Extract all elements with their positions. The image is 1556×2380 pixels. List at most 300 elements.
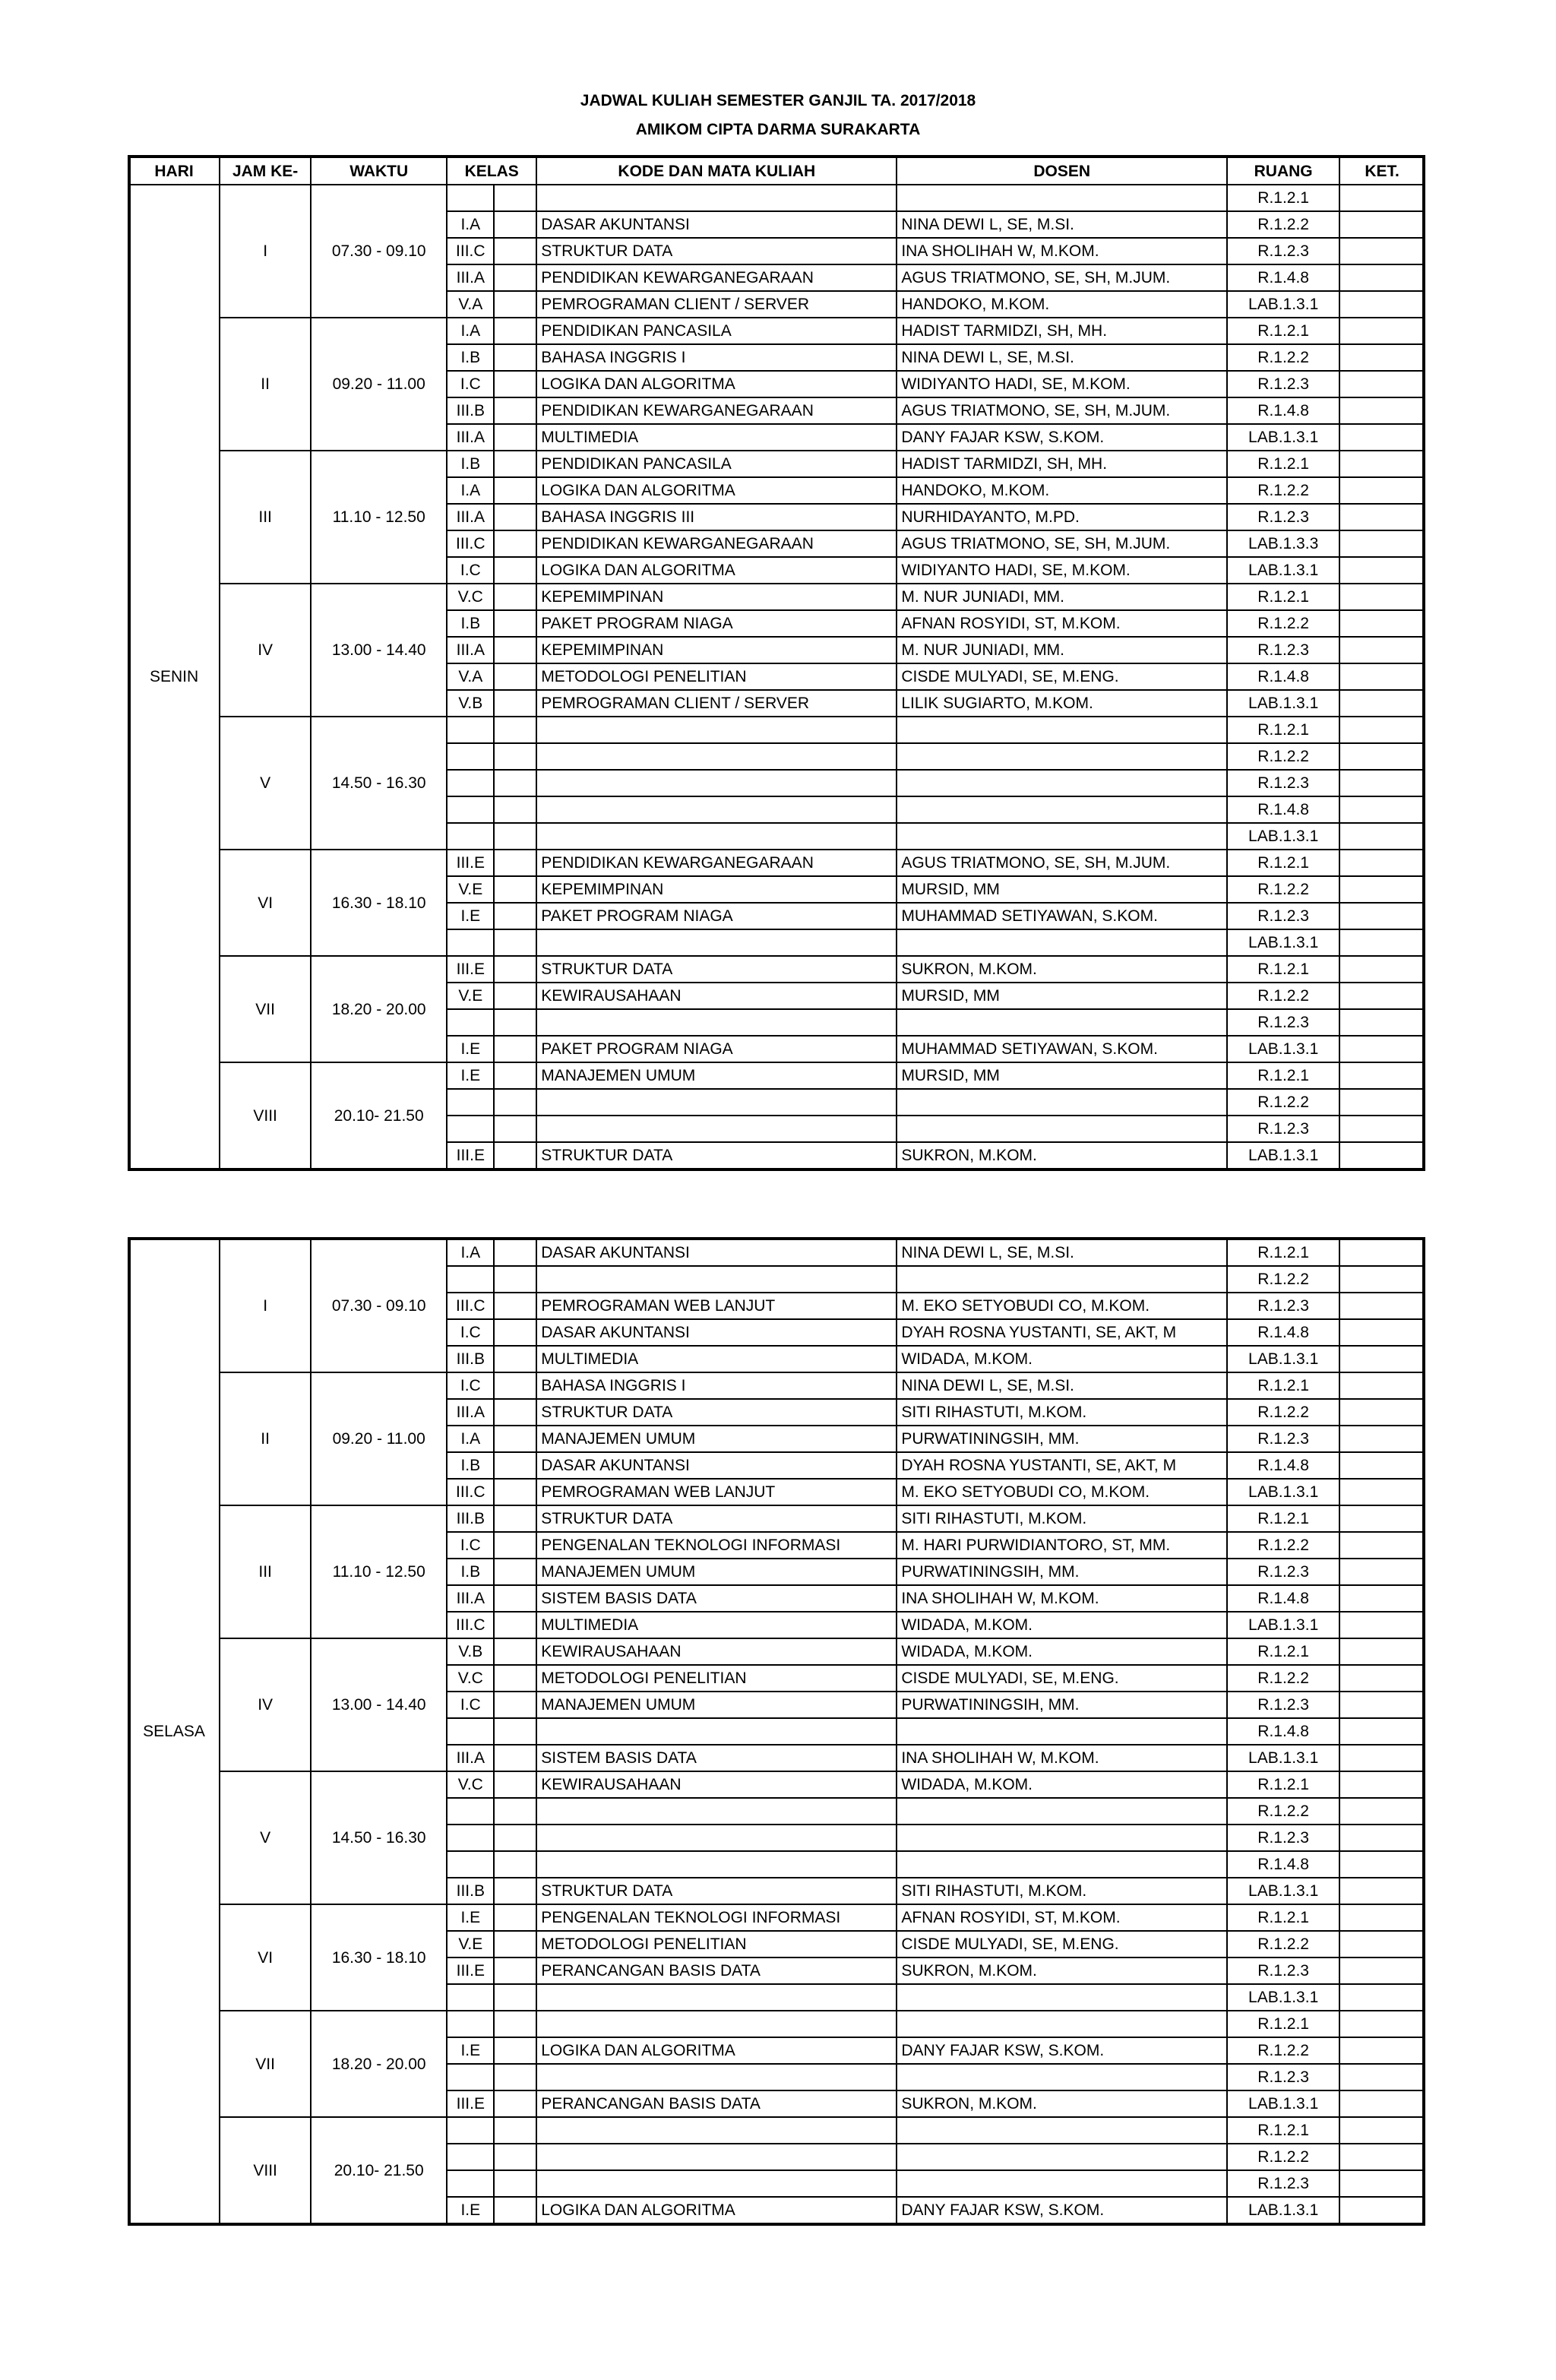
- matkul-cell: [536, 2170, 897, 2197]
- table-row: [128, 2117, 1425, 2144]
- kelas-spacer-cell: [494, 2170, 536, 2197]
- kelas-spacer-cell: [494, 717, 536, 743]
- dosen-cell: WIDADA, M.KOM.: [897, 1771, 1227, 1798]
- kelas-cell: I.E: [447, 1036, 494, 1062]
- dosen-cell: [897, 2011, 1227, 2037]
- kelas-spacer-cell: [494, 743, 536, 770]
- matkul-cell: LOGIKA DAN ALGORITMA: [536, 477, 897, 504]
- dosen-cell: [897, 1009, 1227, 1036]
- ruang-cell: LAB.1.3.1: [1227, 1878, 1339, 1904]
- dosen-cell: LILIK SUGIARTO, M.KOM.: [897, 690, 1227, 717]
- matkul-cell: STRUKTUR DATA: [536, 1399, 897, 1426]
- ruang-cell: LAB.1.3.1: [1227, 557, 1339, 584]
- kelas-spacer-cell: [494, 1266, 536, 1293]
- dosen-cell: [897, 1116, 1227, 1142]
- dosen-cell: SITI RIHASTUTI, M.KOM.: [897, 1878, 1227, 1904]
- matkul-cell: STRUKTUR DATA: [536, 956, 897, 983]
- dosen-cell: DYAH ROSNA YUSTANTI, SE, AKT, M: [897, 1452, 1227, 1479]
- ket-cell: [1339, 238, 1425, 264]
- kelas-spacer-cell: [494, 185, 536, 211]
- kelas-spacer-cell: [494, 1062, 536, 1089]
- ket-cell: [1339, 1399, 1425, 1426]
- waktu-cell: 14.50 - 16.30: [311, 717, 447, 850]
- ket-cell: [1339, 2090, 1425, 2117]
- document-title: JADWAL KULIAH SEMESTER GANJIL TA. 2017/2018: [580, 92, 976, 109]
- jam-cell: VII: [220, 956, 311, 1062]
- ket-cell: [1339, 1505, 1425, 1532]
- dosen-cell: [897, 1718, 1227, 1745]
- matkul-cell: PEMROGRAMAN WEB LANJUT: [536, 1293, 897, 1319]
- dosen-cell: AGUS TRIATMONO, SE, SH, M.JUM.: [897, 850, 1227, 876]
- ket-cell: [1339, 1346, 1425, 1372]
- jam-cell: VI: [220, 1904, 311, 2011]
- kelas-cell: [447, 1116, 494, 1142]
- matkul-cell: [536, 743, 897, 770]
- waktu-cell: 11.10 - 12.50: [311, 451, 447, 584]
- jam-cell: III: [220, 1505, 311, 1638]
- matkul-cell: PENDIDIKAN KEWARGANEGARAAN: [536, 530, 897, 557]
- ruang-cell: R.1.2.3: [1227, 903, 1339, 929]
- dosen-cell: INA SHOLIHAH W, M.KOM.: [897, 1745, 1227, 1771]
- kelas-cell: V.A: [447, 663, 494, 690]
- kelas-cell: I.B: [447, 1452, 494, 1479]
- ket-cell: [1339, 2197, 1425, 2223]
- dosen-cell: CISDE MULYADI, SE, M.ENG.: [897, 1931, 1227, 1957]
- ruang-cell: LAB.1.3.1: [1227, 929, 1339, 956]
- kelas-cell: III.A: [447, 1399, 494, 1426]
- dosen-cell: CISDE MULYADI, SE, M.ENG.: [897, 663, 1227, 690]
- kelas-cell: V.E: [447, 1931, 494, 1957]
- kelas-spacer-cell: [494, 2090, 536, 2117]
- ruang-cell: R.1.2.1: [1227, 956, 1339, 983]
- kelas-spacer-cell: [494, 371, 536, 397]
- dosen-cell: SITI RIHASTUTI, M.KOM.: [897, 1399, 1227, 1426]
- kelas-spacer-cell: [494, 1479, 536, 1505]
- kelas-spacer-cell: [494, 2037, 536, 2064]
- ruang-cell: R.1.2.2: [1227, 743, 1339, 770]
- matkul-cell: PENDIDIKAN KEWARGANEGARAAN: [536, 264, 897, 291]
- ruang-cell: R.1.2.1: [1227, 1904, 1339, 1931]
- jam-cell: II: [220, 318, 311, 451]
- dosen-cell: MURSID, MM: [897, 1062, 1227, 1089]
- ket-cell: [1339, 211, 1425, 238]
- kelas-cell: V.A: [447, 291, 494, 318]
- kelas-cell: III.C: [447, 238, 494, 264]
- dosen-cell: WIDADA, M.KOM.: [897, 1612, 1227, 1638]
- ruang-cell: R.1.2.3: [1227, 2064, 1339, 2090]
- dosen-cell: WIDIYANTO HADI, SE, M.KOM.: [897, 557, 1227, 584]
- table-row: [128, 1062, 1425, 1089]
- dosen-cell: M. NUR JUNIADI, MM.: [897, 637, 1227, 663]
- waktu-cell: 16.30 - 18.10: [311, 850, 447, 956]
- kelas-spacer-cell: [494, 451, 536, 477]
- table-row: [128, 1638, 1425, 1665]
- dosen-cell: WIDADA, M.KOM.: [897, 1638, 1227, 1665]
- ket-cell: [1339, 610, 1425, 637]
- kelas-cell: I.E: [447, 1904, 494, 1931]
- matkul-cell: PAKET PROGRAM NIAGA: [536, 610, 897, 637]
- kelas-spacer-cell: [494, 1984, 536, 2011]
- jam-cell: V: [220, 1771, 311, 1904]
- matkul-cell: MANAJEMEN UMUM: [536, 1559, 897, 1585]
- matkul-cell: KEWIRAUSAHAAN: [536, 1638, 897, 1665]
- kelas-cell: III.A: [447, 637, 494, 663]
- kelas-spacer-cell: [494, 584, 536, 610]
- table-row: [128, 185, 1425, 211]
- ket-cell: [1339, 770, 1425, 796]
- kelas-cell: I.E: [447, 2037, 494, 2064]
- header-waktu: WAKTU: [311, 157, 447, 185]
- kelas-cell: III.E: [447, 956, 494, 983]
- kelas-cell: [447, 2170, 494, 2197]
- kelas-cell: III.B: [447, 397, 494, 424]
- kelas-spacer-cell: [494, 1878, 536, 1904]
- kelas-spacer-cell: [494, 1825, 536, 1851]
- matkul-cell: METODOLOGI PENELITIAN: [536, 663, 897, 690]
- kelas-spacer-cell: [494, 1798, 536, 1825]
- matkul-cell: [536, 796, 897, 823]
- header-jam: JAM KE-: [220, 157, 311, 185]
- kelas-spacer-cell: [494, 504, 536, 530]
- dosen-cell: SUKRON, M.KOM.: [897, 1142, 1227, 1169]
- kelas-spacer-cell: [494, 770, 536, 796]
- dosen-cell: HADIST TARMIDZI, SH, MH.: [897, 451, 1227, 477]
- matkul-cell: SISTEM BASIS DATA: [536, 1585, 897, 1612]
- dosen-cell: HADIST TARMIDZI, SH, MH.: [897, 318, 1227, 344]
- ket-cell: [1339, 1479, 1425, 1505]
- matkul-cell: KEPEMIMPINAN: [536, 584, 897, 610]
- ruang-cell: R.1.2.1: [1227, 318, 1339, 344]
- ket-cell: [1339, 1692, 1425, 1718]
- ruang-cell: R.1.2.3: [1227, 1559, 1339, 1585]
- dosen-cell: NURHIDAYANTO, M.PD.: [897, 504, 1227, 530]
- kelas-cell: [447, 1984, 494, 2011]
- ruang-cell: R.1.2.2: [1227, 1665, 1339, 1692]
- ruang-cell: R.1.2.2: [1227, 1089, 1339, 1116]
- ket-cell: [1339, 1142, 1425, 1169]
- kelas-cell: I.C: [447, 1532, 494, 1559]
- ruang-cell: R.1.4.8: [1227, 663, 1339, 690]
- ruang-cell: LAB.1.3.1: [1227, 1142, 1339, 1169]
- kelas-cell: I.C: [447, 1692, 494, 1718]
- table-row: [128, 1771, 1425, 1798]
- ruang-cell: LAB.1.3.1: [1227, 1036, 1339, 1062]
- matkul-cell: MANAJEMEN UMUM: [536, 1426, 897, 1452]
- kelas-cell: I.C: [447, 557, 494, 584]
- waktu-cell: 18.20 - 20.00: [311, 956, 447, 1062]
- ruang-cell: LAB.1.3.1: [1227, 1346, 1339, 1372]
- waktu-cell: 07.30 - 09.10: [311, 1239, 447, 1372]
- kelas-spacer-cell: [494, 2197, 536, 2223]
- kelas-cell: [447, 1798, 494, 1825]
- kelas-cell: I.A: [447, 1239, 494, 1266]
- kelas-cell: [447, 2144, 494, 2170]
- ruang-cell: LAB.1.3.1: [1227, 2197, 1339, 2223]
- dosen-cell: MURSID, MM: [897, 876, 1227, 903]
- table-row: [128, 956, 1425, 983]
- ruang-cell: R.1.4.8: [1227, 1718, 1339, 1745]
- matkul-cell: LOGIKA DAN ALGORITMA: [536, 371, 897, 397]
- ket-cell: [1339, 823, 1425, 850]
- matkul-cell: METODOLOGI PENELITIAN: [536, 1931, 897, 1957]
- kelas-spacer-cell: [494, 850, 536, 876]
- table-row: [128, 584, 1425, 610]
- dosen-cell: AFNAN ROSYIDI, ST, M.KOM.: [897, 1904, 1227, 1931]
- dosen-cell: WIDADA, M.KOM.: [897, 1346, 1227, 1372]
- dosen-cell: M. NUR JUNIADI, MM.: [897, 584, 1227, 610]
- ruang-cell: LAB.1.3.1: [1227, 690, 1339, 717]
- ruang-cell: R.1.2.1: [1227, 717, 1339, 743]
- ruang-cell: LAB.1.3.1: [1227, 1984, 1339, 2011]
- kelas-spacer-cell: [494, 663, 536, 690]
- ket-cell: [1339, 903, 1425, 929]
- kelas-spacer-cell: [494, 1585, 536, 1612]
- kelas-spacer-cell: [494, 690, 536, 717]
- kelas-cell: III.B: [447, 1505, 494, 1532]
- ruang-cell: LAB.1.3.1: [1227, 291, 1339, 318]
- kelas-spacer-cell: [494, 823, 536, 850]
- ket-cell: [1339, 1239, 1425, 1266]
- matkul-cell: MANAJEMEN UMUM: [536, 1062, 897, 1089]
- ruang-cell: R.1.2.2: [1227, 1266, 1339, 1293]
- kelas-spacer-cell: [494, 1009, 536, 1036]
- kelas-cell: V.C: [447, 1665, 494, 1692]
- dosen-cell: AGUS TRIATMONO, SE, SH, M.JUM.: [897, 530, 1227, 557]
- ket-cell: [1339, 291, 1425, 318]
- dosen-cell: SUKRON, M.KOM.: [897, 2090, 1227, 2117]
- waktu-cell: 14.50 - 16.30: [311, 1771, 447, 1904]
- ruang-cell: R.1.2.2: [1227, 477, 1339, 504]
- ket-cell: [1339, 1062, 1425, 1089]
- dosen-cell: [897, 185, 1227, 211]
- ket-cell: [1339, 1009, 1425, 1036]
- matkul-cell: [536, 2144, 897, 2170]
- ruang-cell: R.1.2.1: [1227, 584, 1339, 610]
- ket-cell: [1339, 504, 1425, 530]
- matkul-cell: PEMROGRAMAN WEB LANJUT: [536, 1479, 897, 1505]
- ket-cell: [1339, 1904, 1425, 1931]
- dosen-cell: M. EKO SETYOBUDI CO, M.KOM.: [897, 1479, 1227, 1505]
- matkul-cell: PENDIDIKAN KEWARGANEGARAAN: [536, 850, 897, 876]
- kelas-spacer-cell: [494, 1372, 536, 1399]
- matkul-cell: [536, 1718, 897, 1745]
- table-header-row: [128, 157, 1425, 185]
- ket-cell: [1339, 983, 1425, 1009]
- schedule-table-selasa: [128, 1239, 1425, 2224]
- waktu-cell: 07.30 - 09.10: [311, 185, 447, 318]
- ket-cell: [1339, 690, 1425, 717]
- kelas-spacer-cell: [494, 2011, 536, 2037]
- dosen-cell: PURWATININGSIH, MM.: [897, 1692, 1227, 1718]
- ruang-cell: R.1.2.1: [1227, 1771, 1339, 1798]
- ruang-cell: R.1.4.8: [1227, 796, 1339, 823]
- ket-cell: [1339, 530, 1425, 557]
- ket-cell: [1339, 1771, 1425, 1798]
- matkul-cell: LOGIKA DAN ALGORITMA: [536, 2197, 897, 2223]
- kelas-cell: [447, 1851, 494, 1878]
- ket-cell: [1339, 2170, 1425, 2197]
- matkul-cell: [536, 770, 897, 796]
- ruang-cell: R.1.4.8: [1227, 1452, 1339, 1479]
- ruang-cell: R.1.2.2: [1227, 1532, 1339, 1559]
- ket-cell: [1339, 1372, 1425, 1399]
- dosen-cell: NINA DEWI L, SE, M.SI.: [897, 1239, 1227, 1266]
- kelas-cell: [447, 1089, 494, 1116]
- kelas-cell: III.A: [447, 264, 494, 291]
- ket-cell: [1339, 717, 1425, 743]
- matkul-cell: [536, 1116, 897, 1142]
- ket-cell: [1339, 451, 1425, 477]
- kelas-spacer-cell: [494, 1745, 536, 1771]
- jam-cell: VI: [220, 850, 311, 956]
- kelas-cell: V.C: [447, 584, 494, 610]
- kelas-cell: V.C: [447, 1771, 494, 1798]
- ket-cell: [1339, 1984, 1425, 2011]
- kelas-cell: V.E: [447, 876, 494, 903]
- kelas-cell: III.E: [447, 1142, 494, 1169]
- matkul-cell: PENDIDIKAN KEWARGANEGARAAN: [536, 397, 897, 424]
- kelas-cell: I.E: [447, 903, 494, 929]
- kelas-spacer-cell: [494, 1089, 536, 1116]
- ruang-cell: R.1.2.2: [1227, 344, 1339, 371]
- kelas-spacer-cell: [494, 956, 536, 983]
- kelas-spacer-cell: [494, 238, 536, 264]
- dosen-cell: DANY FAJAR KSW, S.KOM.: [897, 424, 1227, 451]
- header-ruang: RUANG: [1227, 157, 1339, 185]
- kelas-spacer-cell: [494, 2117, 536, 2144]
- ruang-cell: R.1.2.3: [1227, 1009, 1339, 1036]
- matkul-cell: LOGIKA DAN ALGORITMA: [536, 2037, 897, 2064]
- ruang-cell: R.1.2.1: [1227, 850, 1339, 876]
- ket-cell: [1339, 1745, 1425, 1771]
- ruang-cell: R.1.2.2: [1227, 1399, 1339, 1426]
- kelas-spacer-cell: [494, 983, 536, 1009]
- kelas-cell: I.B: [447, 451, 494, 477]
- ruang-cell: R.1.2.1: [1227, 1638, 1339, 1665]
- kelas-cell: [447, 929, 494, 956]
- dosen-cell: INA SHOLIHAH W, M.KOM.: [897, 1585, 1227, 1612]
- jam-cell: II: [220, 1372, 311, 1505]
- ket-cell: [1339, 1638, 1425, 1665]
- matkul-cell: PENDIDIKAN PANCASILA: [536, 318, 897, 344]
- kelas-spacer-cell: [494, 1036, 536, 1062]
- kelas-spacer-cell: [494, 2144, 536, 2170]
- dosen-cell: MUHAMMAD SETIYAWAN, S.KOM.: [897, 1036, 1227, 1062]
- dosen-cell: [897, 796, 1227, 823]
- ket-cell: [1339, 1878, 1425, 1904]
- matkul-cell: [536, 185, 897, 211]
- kelas-cell: III.E: [447, 850, 494, 876]
- kelas-spacer-cell: [494, 291, 536, 318]
- matkul-cell: STRUKTUR DATA: [536, 1505, 897, 1532]
- waktu-cell: 09.20 - 11.00: [311, 1372, 447, 1505]
- waktu-cell: 20.10- 21.50: [311, 2117, 447, 2223]
- kelas-cell: I.C: [447, 1372, 494, 1399]
- ruang-cell: R.1.2.1: [1227, 1062, 1339, 1089]
- kelas-spacer-cell: [494, 1559, 536, 1585]
- ket-cell: [1339, 1957, 1425, 1984]
- matkul-cell: BAHASA INGGRIS III: [536, 504, 897, 530]
- ruang-cell: LAB.1.3.3: [1227, 530, 1339, 557]
- kelas-spacer-cell: [494, 796, 536, 823]
- kelas-spacer-cell: [494, 211, 536, 238]
- matkul-cell: BAHASA INGGRIS I: [536, 1372, 897, 1399]
- kelas-spacer-cell: [494, 1452, 536, 1479]
- table-row: [128, 451, 1425, 477]
- kelas-cell: I.B: [447, 1559, 494, 1585]
- ket-cell: [1339, 371, 1425, 397]
- kelas-spacer-cell: [494, 530, 536, 557]
- ruang-cell: R.1.2.1: [1227, 451, 1339, 477]
- ket-cell: [1339, 1036, 1425, 1062]
- ruang-cell: R.1.4.8: [1227, 1851, 1339, 1878]
- ruang-cell: R.1.2.3: [1227, 1825, 1339, 1851]
- dosen-cell: AGUS TRIATMONO, SE, SH, M.JUM.: [897, 397, 1227, 424]
- jam-cell: VIII: [220, 2117, 311, 2223]
- ruang-cell: R.1.2.1: [1227, 1372, 1339, 1399]
- matkul-cell: [536, 2064, 897, 2090]
- ket-cell: [1339, 1585, 1425, 1612]
- ket-cell: [1339, 477, 1425, 504]
- header-matkul: KODE DAN MATA KULIAH: [536, 157, 897, 185]
- dosen-cell: INA SHOLIHAH W, M.KOM.: [897, 238, 1227, 264]
- ket-cell: [1339, 185, 1425, 211]
- matkul-cell: KEWIRAUSAHAAN: [536, 983, 897, 1009]
- matkul-cell: [536, 1984, 897, 2011]
- header-dosen: DOSEN: [897, 157, 1227, 185]
- matkul-cell: DASAR AKUNTANSI: [536, 1452, 897, 1479]
- kelas-cell: [447, 1266, 494, 1293]
- dosen-cell: CISDE MULYADI, SE, M.ENG.: [897, 1665, 1227, 1692]
- matkul-cell: PENGENALAN TEKNOLOGI INFORMASI: [536, 1532, 897, 1559]
- hari-cell: SELASA: [128, 1239, 220, 2223]
- ket-cell: [1339, 743, 1425, 770]
- ruang-cell: R.1.2.1: [1227, 1505, 1339, 1532]
- ruang-cell: LAB.1.3.1: [1227, 823, 1339, 850]
- dosen-cell: SITI RIHASTUTI, M.KOM.: [897, 1505, 1227, 1532]
- ruang-cell: R.1.2.2: [1227, 983, 1339, 1009]
- ket-cell: [1339, 1293, 1425, 1319]
- kelas-cell: I.C: [447, 1319, 494, 1346]
- jam-cell: I: [220, 185, 311, 318]
- kelas-cell: V.B: [447, 690, 494, 717]
- jam-cell: IV: [220, 1638, 311, 1771]
- ket-cell: [1339, 637, 1425, 663]
- matkul-cell: [536, 717, 897, 743]
- dosen-cell: NINA DEWI L, SE, M.SI.: [897, 211, 1227, 238]
- header-kelas: KELAS: [447, 157, 536, 185]
- kelas-cell: III.A: [447, 424, 494, 451]
- matkul-cell: PERANCANGAN BASIS DATA: [536, 1957, 897, 1984]
- ket-cell: [1339, 1559, 1425, 1585]
- kelas-cell: III.C: [447, 530, 494, 557]
- ruang-cell: R.1.2.1: [1227, 2117, 1339, 2144]
- table-row: [128, 1239, 1425, 1266]
- dosen-cell: [897, 2117, 1227, 2144]
- kelas-spacer-cell: [494, 1771, 536, 1798]
- matkul-cell: PEMROGRAMAN CLIENT / SERVER: [536, 690, 897, 717]
- ket-cell: [1339, 1532, 1425, 1559]
- kelas-spacer-cell: [494, 1532, 536, 1559]
- ruang-cell: R.1.2.3: [1227, 1116, 1339, 1142]
- matkul-cell: BAHASA INGGRIS I: [536, 344, 897, 371]
- kelas-spacer-cell: [494, 1426, 536, 1452]
- dosen-cell: PURWATININGSIH, MM.: [897, 1559, 1227, 1585]
- ket-cell: [1339, 344, 1425, 371]
- ket-cell: [1339, 796, 1425, 823]
- ruang-cell: R.1.2.3: [1227, 1692, 1339, 1718]
- kelas-spacer-cell: [494, 1142, 536, 1169]
